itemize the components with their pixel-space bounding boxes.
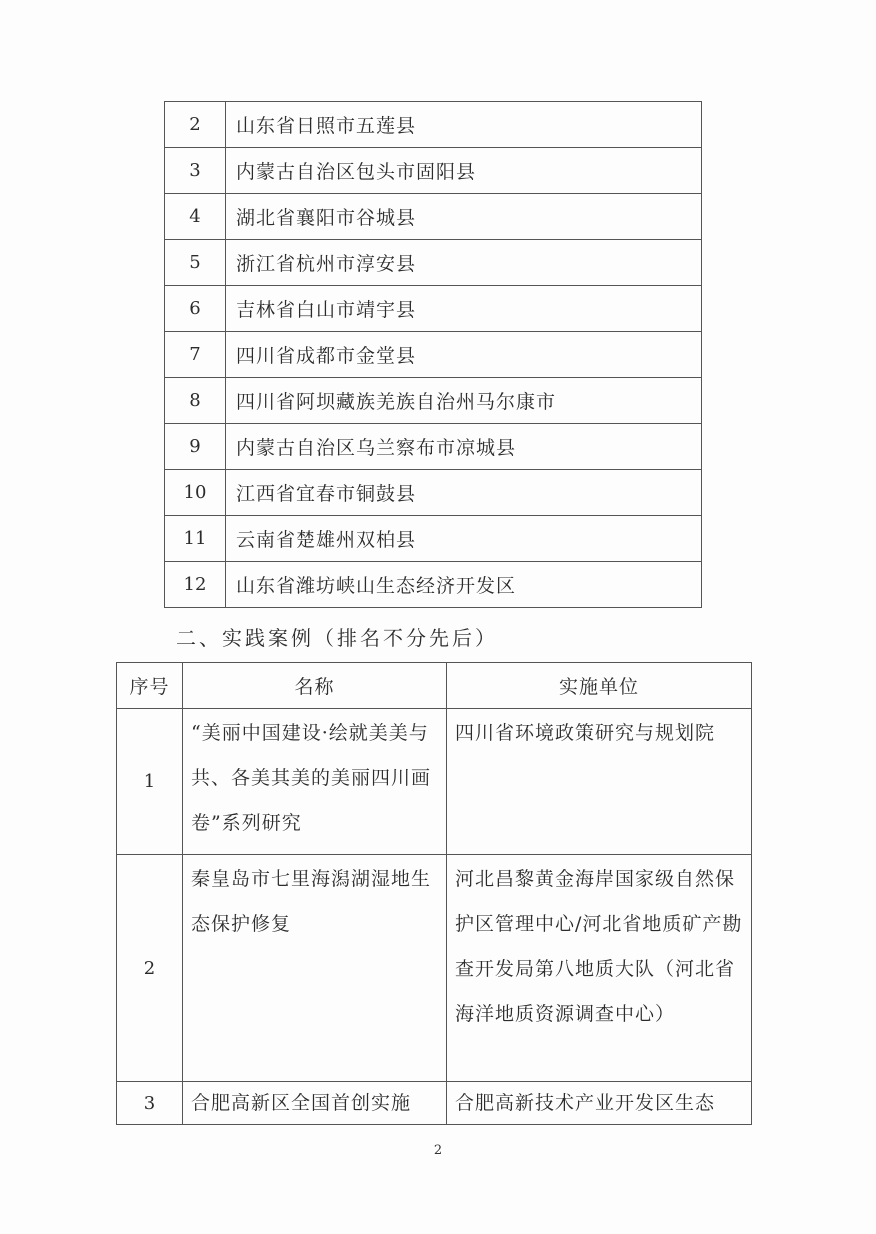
case-name: 秦皇岛市七里海潟湖湿地生态保护修复 — [183, 855, 447, 1082]
practice-cases-table — [116, 662, 752, 1125]
row-number: 7 — [165, 332, 226, 378]
table-row — [165, 562, 702, 608]
table-row — [165, 516, 702, 562]
page-number: 2 — [433, 1143, 443, 1158]
county-name: 内蒙古自治区乌兰察布市凉城县 — [226, 424, 702, 470]
implementing-unit: 河北昌黎黄金海岸国家级自然保护区管理中心/河北省地质矿产勘查开发局第八地质大队（河北省海洋地质资源调查中心） — [447, 855, 752, 1082]
row-number: 3 — [165, 148, 226, 194]
row-number: 8 — [165, 378, 226, 424]
row-number: 1 — [117, 709, 183, 855]
county-name: 江西省宜春市铜鼓县 — [226, 470, 702, 516]
county-name: 云南省楚雄州双柏县 — [226, 516, 702, 562]
county-name: 吉林省白山市靖宇县 — [226, 286, 702, 332]
county-name: 四川省成都市金堂县 — [226, 332, 702, 378]
row-number: 12 — [165, 562, 226, 608]
row-number: 2 — [165, 102, 226, 148]
table-row — [165, 148, 702, 194]
table-row — [165, 470, 702, 516]
row-number: 5 — [165, 240, 226, 286]
row-number: 10 — [165, 470, 226, 516]
table-row — [165, 102, 702, 148]
table-row — [165, 240, 702, 286]
row-number: 6 — [165, 286, 226, 332]
table-row — [165, 424, 702, 470]
table-header-row — [117, 663, 752, 709]
county-name: 四川省阿坝藏族羌族自治州马尔康市 — [226, 378, 702, 424]
column-header-unit: 实施单位 — [447, 663, 752, 709]
row-number: 3 — [117, 1082, 183, 1125]
table-row — [165, 286, 702, 332]
implementing-unit: 四川省环境政策研究与规划院 — [447, 709, 752, 855]
table-row — [117, 1082, 752, 1125]
implementing-unit: 合肥高新技术产业开发区生态 — [447, 1082, 752, 1125]
county-name: 浙江省杭州市淳安县 — [226, 240, 702, 286]
case-name: “美丽中国建设·绘就美美与共、各美其美的美丽四川画卷”系列研究 — [183, 709, 447, 855]
row-number: 11 — [165, 516, 226, 562]
table-row — [117, 709, 752, 855]
table-row — [165, 332, 702, 378]
case-name: 合肥高新区全国首创实施 — [183, 1082, 447, 1125]
row-number: 9 — [165, 424, 226, 470]
table-row — [165, 194, 702, 240]
section-heading: 二、实践案例（排名不分先后） — [176, 626, 498, 650]
table-row — [165, 378, 702, 424]
table-row — [117, 855, 752, 1082]
county-name: 山东省日照市五莲县 — [226, 102, 702, 148]
row-number: 2 — [117, 855, 183, 1082]
row-number: 4 — [165, 194, 226, 240]
county-list-table — [164, 101, 702, 608]
county-name: 内蒙古自治区包头市固阳县 — [226, 148, 702, 194]
county-name: 湖北省襄阳市谷城县 — [226, 194, 702, 240]
column-header-seq: 序号 — [117, 663, 183, 709]
column-header-name: 名称 — [183, 663, 447, 709]
county-name: 山东省潍坊峡山生态经济开发区 — [226, 562, 702, 608]
